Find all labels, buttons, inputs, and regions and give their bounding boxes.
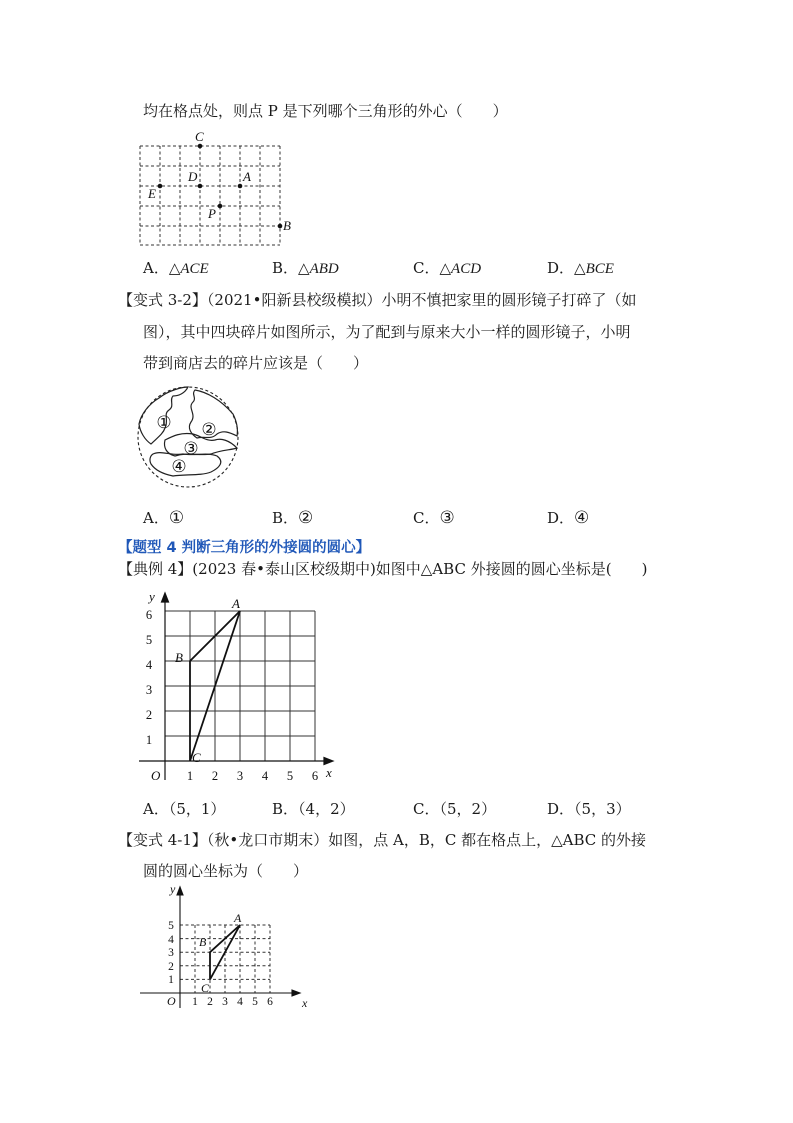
x-tick-label: 4 [261,769,269,783]
x-axis-arrow [292,990,300,996]
y-tick-label: 6 [145,608,153,622]
grid-figure-p [130,128,300,250]
option-b[interactable]: B．（4，2） [272,800,355,818]
y-tick-label: 5 [145,633,153,647]
point-a [238,184,243,189]
y-axis-arrow [177,887,183,895]
option-d[interactable]: D．④ [547,508,590,528]
option-c[interactable]: C．△ACD [413,259,482,277]
label-c: C [192,750,201,765]
y-tick-label: 2 [145,708,153,722]
question-text-line: 均在格点处，则点 P 是下列哪个三角形的外心（ ） [143,102,508,120]
y-axis-label: y [170,882,176,896]
label-e: E [148,186,156,201]
x-tick-label: 4 [237,996,243,1008]
question-text-line: 图），其中四块碎片如图所示，为了配到与原来大小一样的圆形镜子，小明 [143,323,631,341]
x-tick-label: 5 [252,996,258,1008]
piece-1-label: ① [156,413,172,433]
point-d [198,184,203,189]
x-tick-label: 1 [186,769,194,783]
y-tick-label: 1 [145,733,153,747]
question-text-line: 圆的圆心坐标为（ ） [143,862,309,880]
y-tick-label: 5 [168,920,174,932]
y-tick-label: 2 [168,961,174,973]
origin-label: O [167,994,176,1008]
label-c: C [201,981,210,995]
label-c: C [195,129,204,144]
option-d[interactable]: D．△BCE [547,259,614,277]
x-axis-label: x [302,996,308,1010]
x-tick-label: 1 [192,996,198,1008]
option-c[interactable]: C．（5，2） [413,800,497,818]
section-heading: 【题型 4 判断三角形的外接圆的圆心】 [118,540,371,556]
label-d: D [188,169,198,184]
y-tick-label: 3 [145,683,153,697]
label-a: A [234,911,242,925]
label-b: B [175,650,183,665]
x-tick-label: 3 [222,996,228,1008]
y-axis-label: y [149,590,155,604]
x-tick-label: 6 [267,996,273,1008]
x-tick-label: 6 [311,769,319,783]
piece-4-label: ④ [171,457,187,477]
y-tick-label: 4 [168,934,174,946]
question-text-line: 【典例 4】(2023 春•泰山区校级期中)如图中△ABC 外接圆的圆心坐标是( ) [118,560,648,578]
label-b: B [283,218,291,233]
option-a[interactable]: A．△ACE [143,259,209,277]
point-e [158,184,163,189]
piece-3-label: ③ [183,439,199,459]
point-b [278,224,283,229]
option-c[interactable]: C．③ [413,508,455,528]
label-a: A [243,169,251,184]
x-axis-arrow [324,758,333,765]
x-tick-label: 3 [236,769,244,783]
y-tick-label: 4 [145,658,153,672]
origin-label: O [151,768,161,783]
coordinate-grid-example4 [135,590,345,786]
y-axis-arrow [162,593,169,602]
x-axis-label: x [326,765,332,780]
label-p: P [208,206,216,221]
question-text-line: 带到商店去的碎片应该是（ ） [143,354,369,372]
option-b[interactable]: B．② [272,508,314,528]
option-a[interactable]: A．① [143,508,185,528]
piece-2-label: ② [201,420,217,440]
y-tick-label: 3 [168,947,174,959]
question-text-line: 【变式 4-1】（秋•龙口市期末）如图，点 A，B，C 都在格点上，△ABC 的外接 [118,831,647,849]
point-p [218,204,223,209]
label-a: A [232,596,240,611]
option-b[interactable]: B．△ABD [272,259,339,277]
option-d[interactable]: D．（5，3） [547,800,631,818]
x-tick-label: 2 [207,996,213,1008]
broken-mirror-figure [135,384,245,494]
coordinate-grid-variant41 [135,880,320,1012]
question-text-line: 【变式 3-2】（2021•阳新县校级模拟）小明不慎把家里的圆形镜子打碎了（如 [118,291,637,309]
point-c [198,144,203,149]
x-tick-label: 5 [286,769,294,783]
label-b: B [199,935,207,949]
x-tick-label: 2 [211,769,219,783]
option-a[interactable]: A．（5，1） [143,800,226,818]
y-tick-label: 1 [168,974,174,986]
